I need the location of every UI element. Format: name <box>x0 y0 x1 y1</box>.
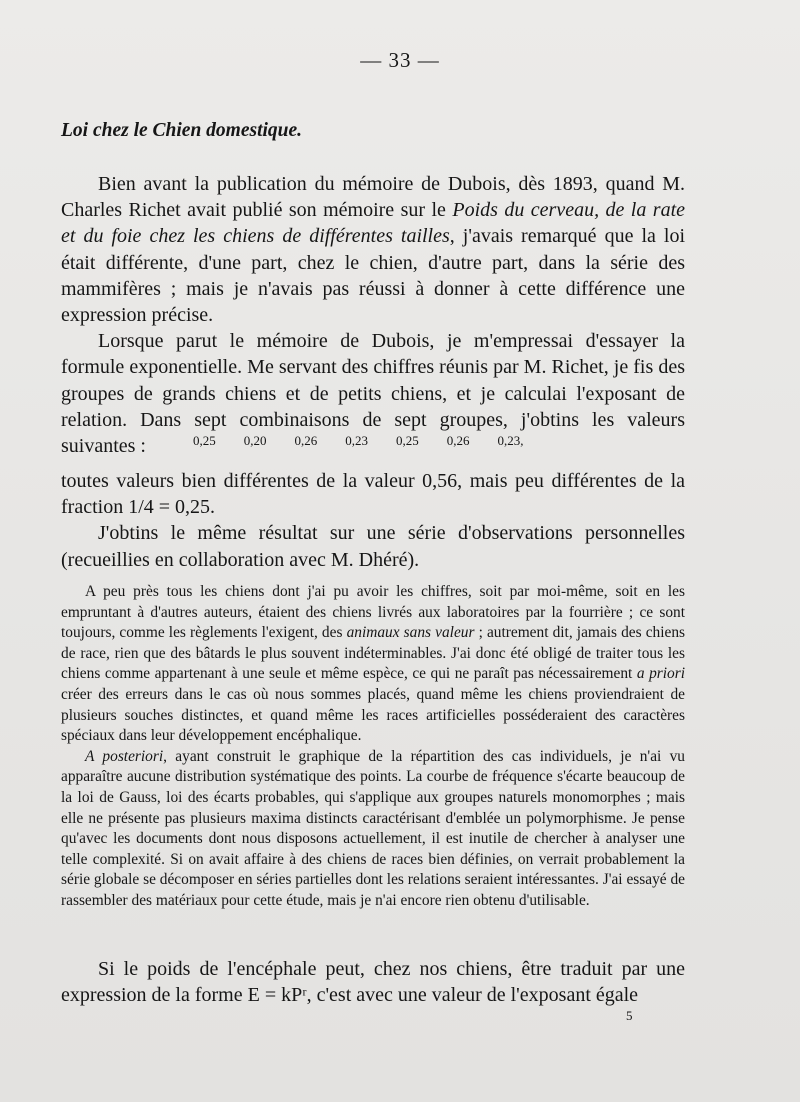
page-number: — 33 — <box>360 48 440 72</box>
note-1-mid: ; autrement dit, jamais des chiens de race, rien que des bâtards le plus souvent indéterminables. J'ai donc été obligé de traiter tous les chiens comme appartenant à une seule et même espèce, ce qui ne paraît pas nécessairement <box>61 624 686 683</box>
signature-mark: 5 <box>626 1008 633 1023</box>
note-2 <box>61 747 685 912</box>
note-1-italic: animaux sans valeur <box>346 624 475 642</box>
section-title: Loi chez le Chien domestique. <box>61 120 303 141</box>
note-1 <box>61 582 685 747</box>
main-text-upper <box>61 171 685 459</box>
note-1-text: A peu près tous les chiens dont j'ai pu avoir les chiffres, soit par moi-même, soit en les empruntant à d'autres auteurs, étaient des chiens livrés aux laboratoires par la fourrière ; ce sont toujours, comme les règlements l'exigent, des <box>61 583 685 642</box>
value-item: 0,23, <box>497 433 524 448</box>
paragraph-4: J'obtins le même résultat sur une série d'observations personnelles (recueillies en collaboration avec M. Dhéré). <box>61 522 685 571</box>
paragraph-3: toutes valeurs bien différentes de la valeur 0,56, mais peu différentes de la fraction 1/4 = 0,25. <box>61 470 685 519</box>
paragraph-1 <box>61 171 685 328</box>
note-2-text: , ayant construit le graphique de la répartition des cas individuels, je n'ai vu apparaître aucune distribution systématique des points. La courbe de fréquence s'écarte beaucoup de la loi de Gauss, loi des écarts probables, qui s'applique aux groupes naturels monomorphes ; mais elle ne présente pas plusieurs maxima distincts caractérisant d'emblée un polymorphisme. Je pense qu'avec les documents dont nous disposons actuellement, il est inutile de chercher à analyser une telle complexité. Si on avait affaire à des chiens de races bien définies, on verrait probablement la série globale se décomposer en séries partielles dont les relations seraient intéressantes. J'ai essayé de rassembler des matériaux pour cette étude, mais je n'ai encore rien obtenu d'utilisable. <box>61 747 685 909</box>
paragraph-1-rest: , j'avais remarqué que la loi était différente, d'une part, chez le chien, d'autre part, dans la série des mammifères ; mais je n'avais pas réussi à donner à cette différence une expression précise. <box>61 225 686 327</box>
paragraph-1-italic-title: Poids du cerveau, de la rate et du foie chez les chiens de différentes tailles <box>61 199 686 248</box>
main-text-middle <box>61 468 685 573</box>
value-item: 0,26 <box>446 433 470 448</box>
value-item: 0,20 <box>243 433 267 448</box>
value-item: 0,25 <box>193 433 216 448</box>
note-1-post: créer des erreurs dans le cas où nous sommes placés, quand même les chiens proviendraient de plusieurs souches distinctes, et quand même les races artificielles posséderaient des caractères spéciaux dans leur développement encéphalique. <box>61 685 685 745</box>
paragraph-1-text: Bien avant la publication du mémoire de Dubois, dès 1893, quand M. Charles Richet avait publié son mémoire sur le <box>61 173 685 222</box>
note-1-italic-2: a priori <box>636 665 685 683</box>
paragraph-2: Lorsque parut le mémoire de Dubois, je m'empressai d'essayer la formule exponentielle. Me servant des chiffres réunis par M. Richet, je fis des groupes de grands chiens et de petits chiens, et je calculai l'exposant de relation. Dans sept combinaisons de sept groupes, j'obtins les valeurs suivantes : <box>61 330 685 458</box>
paragraph-5: Si le poids de l'encéphale peut, chez nos chiens, être traduit par une expression de la forme E = kPʳ, c'est avec une valeur de l'exposant égale <box>61 958 685 1007</box>
values-row <box>193 433 552 449</box>
value-item: 0,25 <box>396 433 419 448</box>
footnote-block <box>61 582 685 912</box>
main-text-lower <box>61 956 685 1008</box>
value-item: 0,23 <box>345 433 368 448</box>
note-2-italic: A posteriori <box>85 747 164 765</box>
value-item: 0,26 <box>294 433 318 448</box>
